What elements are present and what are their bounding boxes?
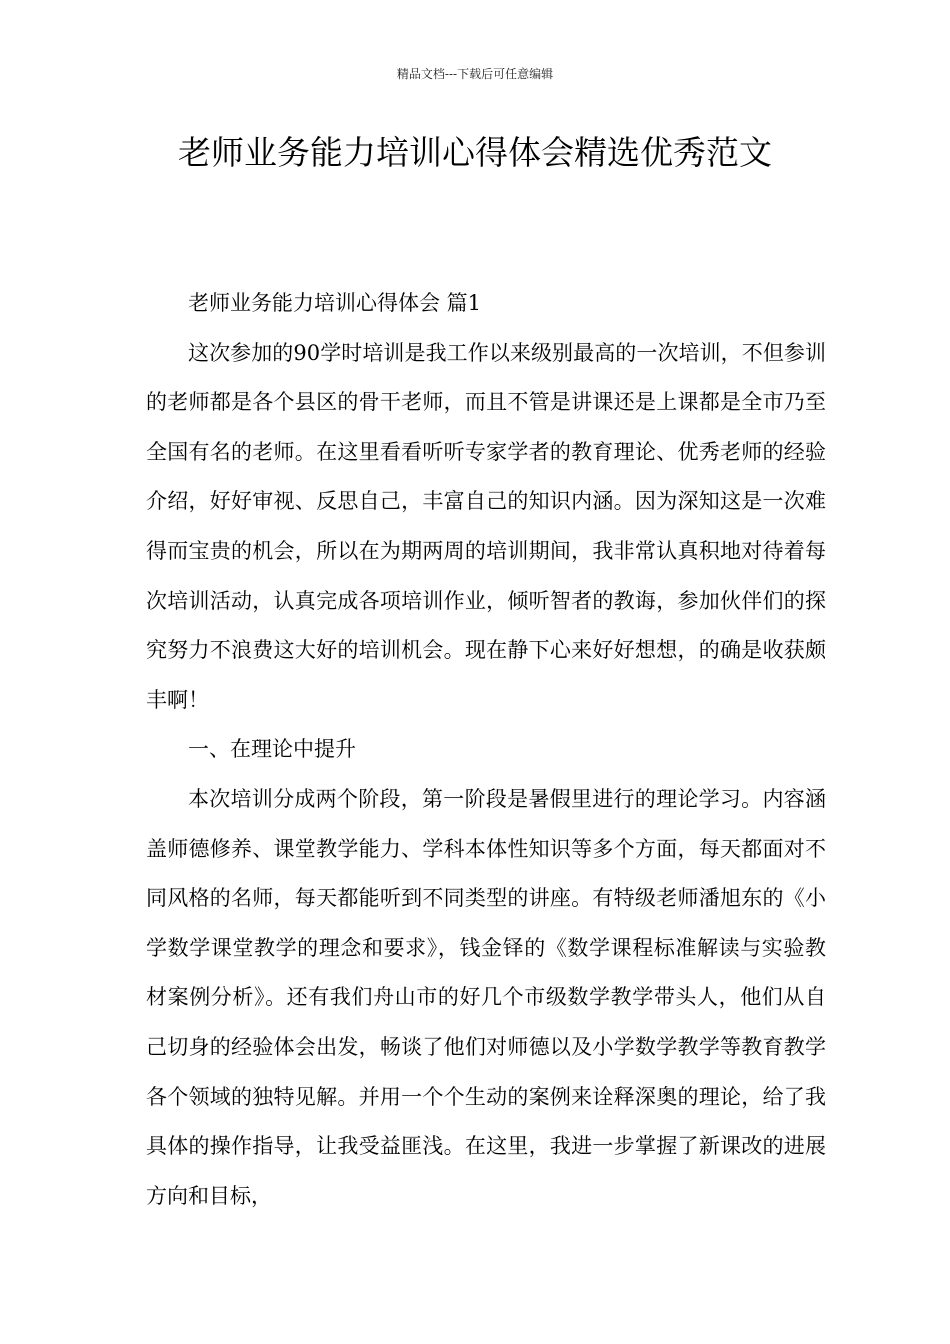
document-body [146, 279, 826, 1221]
section-heading: 老师业务能力培训心得体会 篇1 [188, 291, 482, 315]
document-title: 老师业务能力培训心得体会精选优秀范文 [178, 133, 772, 172]
body-paragraph: 本次培训分成两个阶段，第一阶段是暑假里进行的理论学习。内容涵盖师德修养、课堂教学能力、学科本体性知识等多个方面，每天都面对不同风格的名师，每天都能听到不同类型的讲座。有特级老师潘旭东的《小学数学课堂教学的理念和要求》，钱金铎的《数学课程标准解读与实验教材案例分析》。还有我们舟山市的好几个市级数学教学带头人，他们从自己切身的经验体会出发，畅谈了他们对师德以及小学数学教学等教育教学各个领域的独特见解。并用一个个生动的案例来诠释深奥的理论，给了我具体的操作指导，让我受益匪浅。在这里，我进一步掌握了新课改的进展方向和目标， [146, 786, 826, 1208]
body-paragraph: 这次参加的90学时培训是我工作以来级别最高的一次培训，不但参训的老师都是各个县区的骨干老师，而且不管是讲课还是上课都是全市乃至全国有名的老师。在这里看看听听专家学者的教育理论、优秀老师的经验介绍，好好审视、反思自己，丰富自己的知识内涵。因为深知这是一次难得而宝贵的机会，所以在为期两周的培训期间，我非常认真积地对待着每次培训活动，认真完成各项培训作业，倾听智者的教诲，参加伙伴们的探究努力不浪费这大好的培训机会。现在静下心来好好想想，的确是收获颇丰啊！ [146, 340, 826, 712]
subsection-heading: 一、在理论中提升 [188, 737, 356, 762]
header-note: 精品文档---下载后可任意编辑 [396, 67, 554, 81]
